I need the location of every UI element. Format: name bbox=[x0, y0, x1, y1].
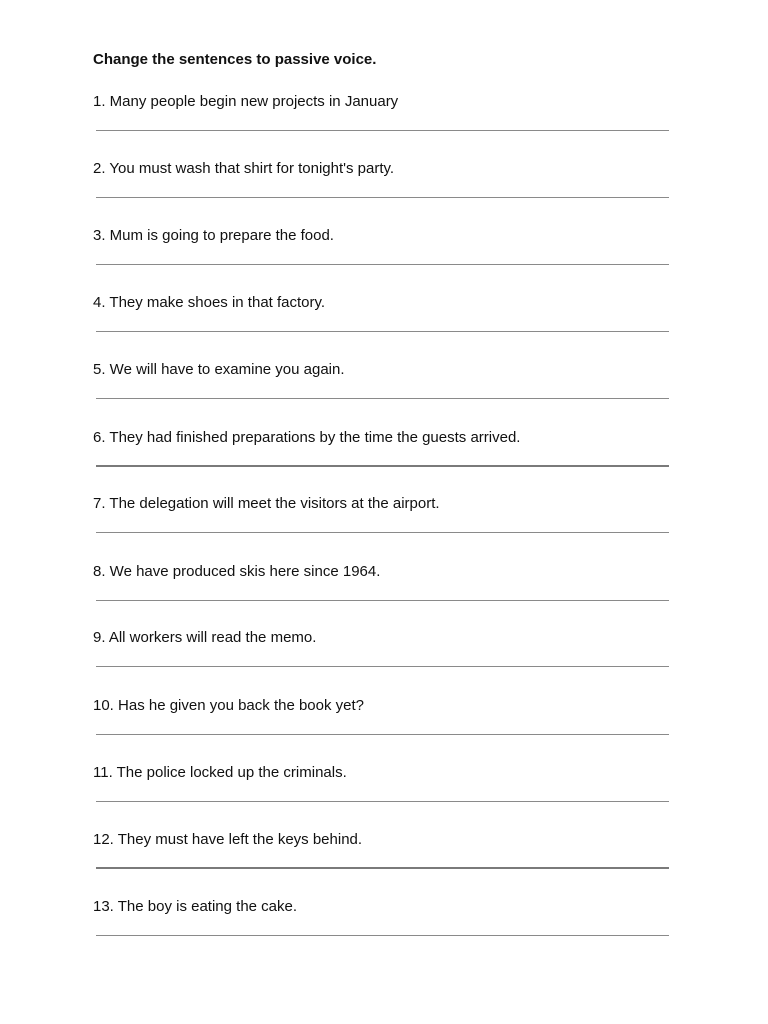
question-text: 8. We have produced skis here since 1964. bbox=[93, 563, 381, 580]
question-text: 7. The delegation will meet the visitors at the airport. bbox=[93, 495, 440, 512]
question-item bbox=[0, 294, 768, 361]
question-item bbox=[0, 629, 768, 696]
answer-line[interactable] bbox=[96, 935, 669, 936]
question-item bbox=[0, 495, 768, 562]
question-item bbox=[0, 429, 768, 496]
question-item bbox=[0, 898, 768, 965]
question-text: 4. They make shoes in that factory. bbox=[93, 294, 326, 311]
answer-line[interactable] bbox=[96, 130, 669, 131]
answer-line[interactable] bbox=[96, 264, 669, 265]
answer-line[interactable] bbox=[96, 666, 669, 667]
answer-line[interactable] bbox=[96, 398, 669, 399]
answer-line[interactable] bbox=[96, 801, 669, 802]
question-text: 2. You must wash that shirt for tonight's party. bbox=[93, 160, 395, 177]
question-item bbox=[0, 93, 768, 160]
answer-line[interactable] bbox=[96, 532, 669, 533]
answer-line[interactable] bbox=[96, 734, 669, 735]
question-item bbox=[0, 361, 768, 428]
question-text: 11. The police locked up the criminals. bbox=[93, 764, 347, 781]
question-text: 9. All workers will read the memo. bbox=[93, 629, 317, 646]
worksheet-title: Change the sentences to passive voice. bbox=[93, 51, 377, 68]
answer-line[interactable] bbox=[96, 465, 669, 467]
question-text: 6. They had finished preparations by the time the guests arrived. bbox=[93, 429, 521, 446]
question-item bbox=[0, 697, 768, 764]
question-text: 1. Many people begin new projects in January bbox=[93, 93, 399, 110]
question-text: 3. Mum is going to prepare the food. bbox=[93, 227, 334, 244]
question-item bbox=[0, 764, 768, 831]
question-text: 13. The boy is eating the cake. bbox=[93, 898, 298, 915]
question-text: 5. We will have to examine you again. bbox=[93, 361, 345, 378]
answer-line[interactable] bbox=[96, 331, 669, 332]
answer-line[interactable] bbox=[96, 197, 669, 198]
question-text: 12. They must have left the keys behind. bbox=[93, 831, 363, 848]
answer-line[interactable] bbox=[96, 600, 669, 601]
question-item bbox=[0, 563, 768, 630]
question-item bbox=[0, 831, 768, 898]
question-item bbox=[0, 160, 768, 227]
question-text: 10. Has he given you back the book yet? bbox=[93, 697, 365, 714]
answer-line[interactable] bbox=[96, 867, 669, 869]
question-item bbox=[0, 227, 768, 294]
